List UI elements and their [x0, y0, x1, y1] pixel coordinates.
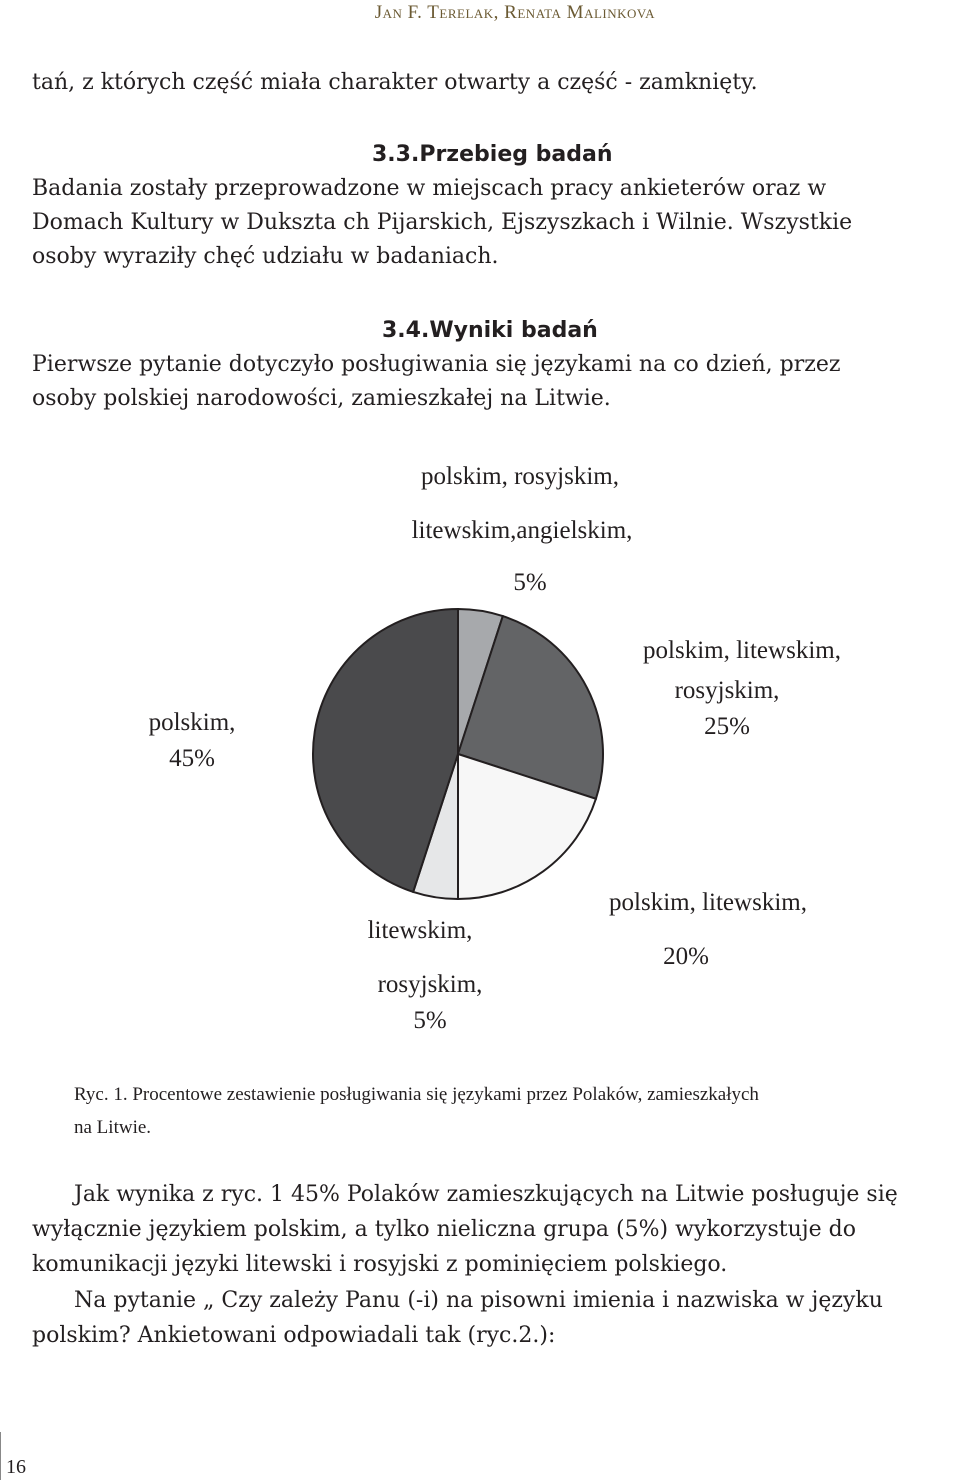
section-3-3-line-1: Badania zostały przeprowadzone w miejscach pracy ankieterów oraz w	[32, 176, 827, 201]
page-number: 16	[6, 1456, 26, 1478]
slice-label-0-line-1: litewskim,angielskim,	[411, 517, 633, 544]
slice-label-2-line-0: polskim, litewskim,	[609, 889, 807, 916]
slice-label-1-line-0: polskim, litewskim,	[643, 637, 841, 664]
section-3-4-line-1: Pierwsze pytanie dotyczyło posługiwania się językami na co dzień, przez	[32, 352, 841, 377]
slice-label-3-line-1: rosyjskim,	[377, 971, 483, 998]
running-header: Jan F. Terelak, Renata Malinkova	[374, 2, 655, 23]
slice-label-3-line-2: 5%	[413, 1007, 447, 1034]
section-3-4-line-2: osoby polskiej narodowości, zamieszkałej na Litwie.	[32, 386, 611, 411]
slice-label-3-line-0: litewskim,	[367, 917, 473, 944]
section-3-4-heading: 3.4.Wyniki badań	[382, 318, 598, 343]
body-p1-line-1: Jak wynika z ryc. 1 45% Polaków zamieszkujących na Litwie posługuje się	[74, 1182, 898, 1207]
page-edge-rule	[0, 1432, 1, 1480]
body-p2-line-2: polskim? Ankietowani odpowiadali tak (ryc.2.):	[32, 1323, 556, 1348]
section-3-3-line-2: Domach Kultury w Dukszta ch Pijarskich, Ejszyszkach i Wilnie. Wszystkie	[32, 210, 853, 235]
body-p1-line-3: komunikacji języki litewski i rosyjski z pominięciem polskiego.	[32, 1252, 728, 1277]
slice-label-0-line-0: polskim, rosyjskim,	[421, 463, 619, 490]
body-p1-line-2: wyłącznie językiem polskim, a tylko nieliczna grupa (5%) wykorzystuje do	[32, 1217, 856, 1242]
slice-label-1-line-1: rosyjskim,	[674, 677, 780, 704]
figure-caption-line-2: na Litwie.	[74, 1117, 152, 1138]
slice-label-4-line-1: 45%	[169, 745, 215, 772]
section-3-3-heading: 3.3.Przebieg badań	[372, 142, 613, 167]
slice-label-4-line-0: polskim,	[148, 709, 236, 736]
intro-line: tań, z których część miała charakter otwarty a część - zamknięty.	[32, 70, 758, 95]
slice-label-2-line-1: 20%	[663, 943, 709, 970]
section-3-3-line-3: osoby wyraziły chęć udziału w badaniach.	[32, 244, 499, 269]
slice-label-0-line-2: 5%	[513, 569, 547, 596]
slice-label-1-line-2: 25%	[704, 713, 750, 740]
figure-caption-line-1: Ryc. 1. Procentowe zestawienie posługiwania się językami przez Polaków, zamieszkałych	[74, 1084, 759, 1105]
language-usage-pie-chart	[0, 440, 960, 1040]
body-p2-line-1: Na pytanie „ Czy zależy Panu (-i) na pisowni imienia i nazwiska w języku	[74, 1288, 883, 1313]
